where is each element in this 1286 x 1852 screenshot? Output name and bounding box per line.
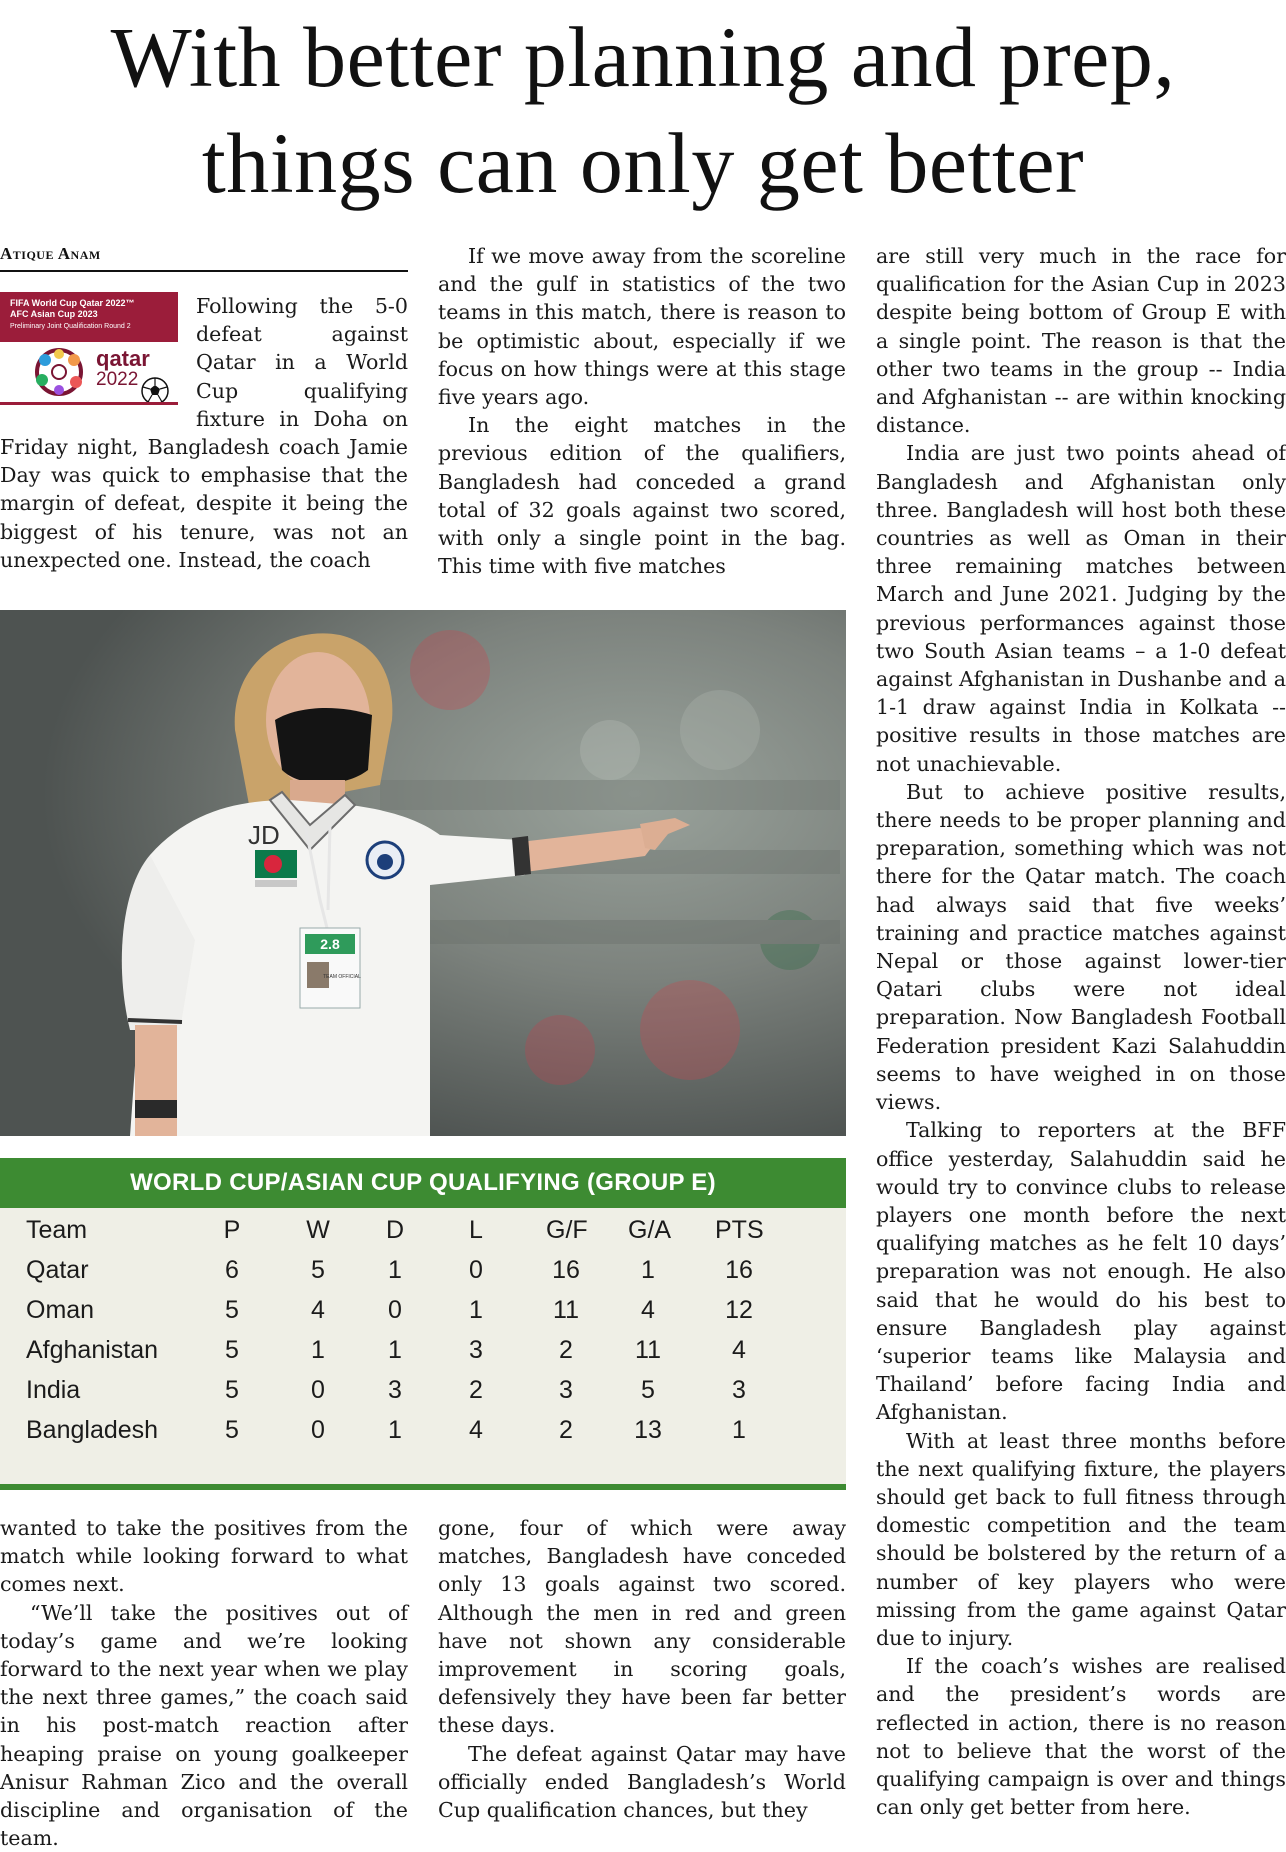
logo-float-spacer <box>0 292 196 406</box>
paragraph: wanted to take the positives from the match while looking forward to what comes next. <box>0 1516 408 1597</box>
table-row <box>0 1370 846 1410</box>
table-row <box>0 1250 846 1290</box>
cell: 6 <box>225 1256 239 1284</box>
column-3 <box>876 242 1286 1821</box>
cell: 0 <box>469 1256 483 1284</box>
header-cell: Team <box>26 1216 88 1244</box>
cell: 0 <box>311 1376 325 1404</box>
badge-number: 2.8 <box>320 936 340 952</box>
cell: 11 <box>635 1336 661 1364</box>
cell: 16 <box>552 1256 580 1284</box>
cell: 5 <box>641 1376 655 1404</box>
cell: 1 <box>732 1416 746 1444</box>
table-row <box>0 1290 846 1330</box>
team-cell: Qatar <box>26 1256 89 1284</box>
cell: 1 <box>469 1296 483 1324</box>
team-cell: Afghanistan <box>26 1336 159 1364</box>
header-cell: P <box>223 1216 241 1244</box>
cell: 3 <box>388 1376 402 1404</box>
logo-word: qatar <box>96 346 150 371</box>
table-row <box>0 1410 846 1450</box>
cell: 0 <box>311 1416 325 1444</box>
logo-year: 2022 <box>96 369 139 390</box>
standings-title: WORLD CUP/ASIAN CUP QUALIFYING (GROUP E) <box>0 1158 846 1208</box>
coach-pointing-illustration <box>0 610 846 1136</box>
header-cell: W <box>306 1216 330 1244</box>
paragraph: If the coach’s wishes are realised and the president’s words are reflected in action, there is no reason not to believe that the worst of the qualifying campaign is over and things can only get better from here. <box>876 1654 1286 1820</box>
column-2-bottom <box>438 1514 846 1824</box>
table-row <box>0 1330 846 1370</box>
byline-author: Atique Anam <box>0 244 101 263</box>
headline <box>0 4 1286 216</box>
header-cell: L <box>469 1216 483 1244</box>
paragraph: India are just two points ahead of Bangladesh and Afghanistan only three. Bangladesh will host both these countries as well as Oman in their three remaining matches between March and June 2021. Judging by the previous performances against those two South Asian teams – a 1-0 defeat against Afghanistan in Dushanbe and a 1-1 draw against India in Kolkata -- positive results in those matches are not unachievable. <box>876 441 1286 776</box>
cell: 5 <box>311 1256 325 1284</box>
team-cell: Oman <box>26 1296 95 1324</box>
paragraph: gone, four of which were away matches, Bangladesh have conceded only 13 goals against two scored. Although the men in red and green have not shown any considerable improvement in scoring goals, defensively they have been far better these days. <box>438 1516 846 1738</box>
cell: 3 <box>559 1376 573 1404</box>
cell: 2 <box>559 1336 573 1364</box>
headline-line-2: things can only get better <box>201 115 1085 211</box>
paragraph-text: Following the 5-0 defeat against Qatar in a World Cup qualifying fixture in Doha on Friday night, Bangladesh coach Jamie Day was quick to emphasise that the margin of defeat, despite it being the biggest of his tenure, was not an unexpected one. Instead, the coach <box>0 294 408 572</box>
cell: 4 <box>311 1296 325 1324</box>
cell: 1 <box>311 1336 325 1364</box>
cell: 5 <box>225 1376 239 1404</box>
cell: 12 <box>725 1296 753 1324</box>
team-cell: Bangladesh <box>26 1416 159 1444</box>
headline-line-1: With better planning and prep, <box>110 9 1176 105</box>
cell: 1 <box>641 1256 655 1284</box>
shirt-initials: JD <box>248 820 280 850</box>
paragraph <box>0 292 408 574</box>
header-cell: D <box>385 1216 405 1244</box>
cell: 3 <box>732 1376 746 1404</box>
cell: 11 <box>553 1296 579 1324</box>
badge-caption: TEAM OFFICIAL <box>323 974 361 980</box>
cell: 0 <box>388 1296 402 1324</box>
column-1-top <box>0 292 408 572</box>
cell: 3 <box>469 1336 483 1364</box>
cell: 5 <box>225 1336 239 1364</box>
cell: 1 <box>388 1416 402 1444</box>
header-cell: PTS <box>715 1216 764 1244</box>
cell: 4 <box>641 1296 655 1324</box>
header-cell: G/F <box>546 1216 588 1244</box>
cell: 5 <box>225 1296 239 1324</box>
standings-table <box>0 1158 846 1490</box>
cell: 2 <box>469 1376 483 1404</box>
byline <box>0 244 408 272</box>
cell: 4 <box>469 1416 483 1444</box>
paragraph: The defeat against Qatar may have officially ended Bangladesh’s World Cup qualification chances, but they <box>438 1741 846 1823</box>
paragraph: But to achieve positive results, there needs to be proper planning and preparation, something which was not there for the Qatar match. The coach had always said that five weeks’ training and practice matches against Nepal or those against lower-tier Qatari clubs were not ideal preparation. Now Bangladesh Football Federation president Kazi Salahuddin seems to have weighed in on those views. <box>876 779 1286 1115</box>
cell: 16 <box>725 1256 753 1284</box>
cell: 5 <box>225 1416 239 1444</box>
header-cell: G/A <box>628 1216 672 1244</box>
paragraph: “We’ll take the positives out of today’s game and we’re looking forward to the next year when we play the next three games,” the coach said in his post-match reaction after heaping praise on young goalkeeper Anisur Rahman Zico and the overall discipline and organisation of the team. <box>0 1600 408 1851</box>
coach-photo <box>0 610 846 1136</box>
paragraph: Talking to reporters at the BFF office yesterday, Salahuddin said he would try to convince clubs to release players one month before the next qualifying matches as he felt 10 days’ preparation was not enough. He also said that he would do his best to ensure Bangladesh play against ‘superior teams like Malaysia and Thailand’ before facing India and Afghanistan. <box>876 1118 1286 1425</box>
paragraph: With at least three months before the next qualifying fixture, the players should get back to full fitness through domestic competition and the team should be bolstered by the return of a number of key players who were missing from the game against Qatar due to injury. <box>876 1428 1286 1650</box>
team-cell: India <box>26 1376 81 1404</box>
column-1-bottom <box>0 1514 408 1852</box>
cell: 2 <box>559 1416 573 1444</box>
cell: 4 <box>732 1336 746 1364</box>
paragraph: If we move away from the scoreline and the gulf in statistics of the two teams in this match, there is reason to be optimistic about, especially if we focus on how things were at this stage five years ago. <box>438 244 846 410</box>
cell: 1 <box>388 1336 402 1364</box>
logo-line-1: FIFA World Cup Qatar 2022™ <box>10 298 135 308</box>
table-header-row <box>0 1210 846 1250</box>
paragraph: are still very much in the race for qualification for the Asian Cup in 2023 despite being bottom of Group E with a single point. The reason is that the other two teams in the group -- India and Afghanistan -- are within knocking distance. <box>876 244 1286 438</box>
logo-line-2: AFC Asian Cup 2023 <box>10 309 98 319</box>
cell: 13 <box>634 1416 662 1444</box>
column-2-top <box>438 242 846 580</box>
paragraph: In the eight matches in the previous edition of the qualifiers, Bangladesh had conceded a grand total of 32 goals against two scored, with only a single point in the bag. This time with five matches <box>438 413 846 579</box>
logo-line-3: Preliminary Joint Qualification Round 2 <box>10 323 131 330</box>
cell: 1 <box>388 1256 402 1284</box>
